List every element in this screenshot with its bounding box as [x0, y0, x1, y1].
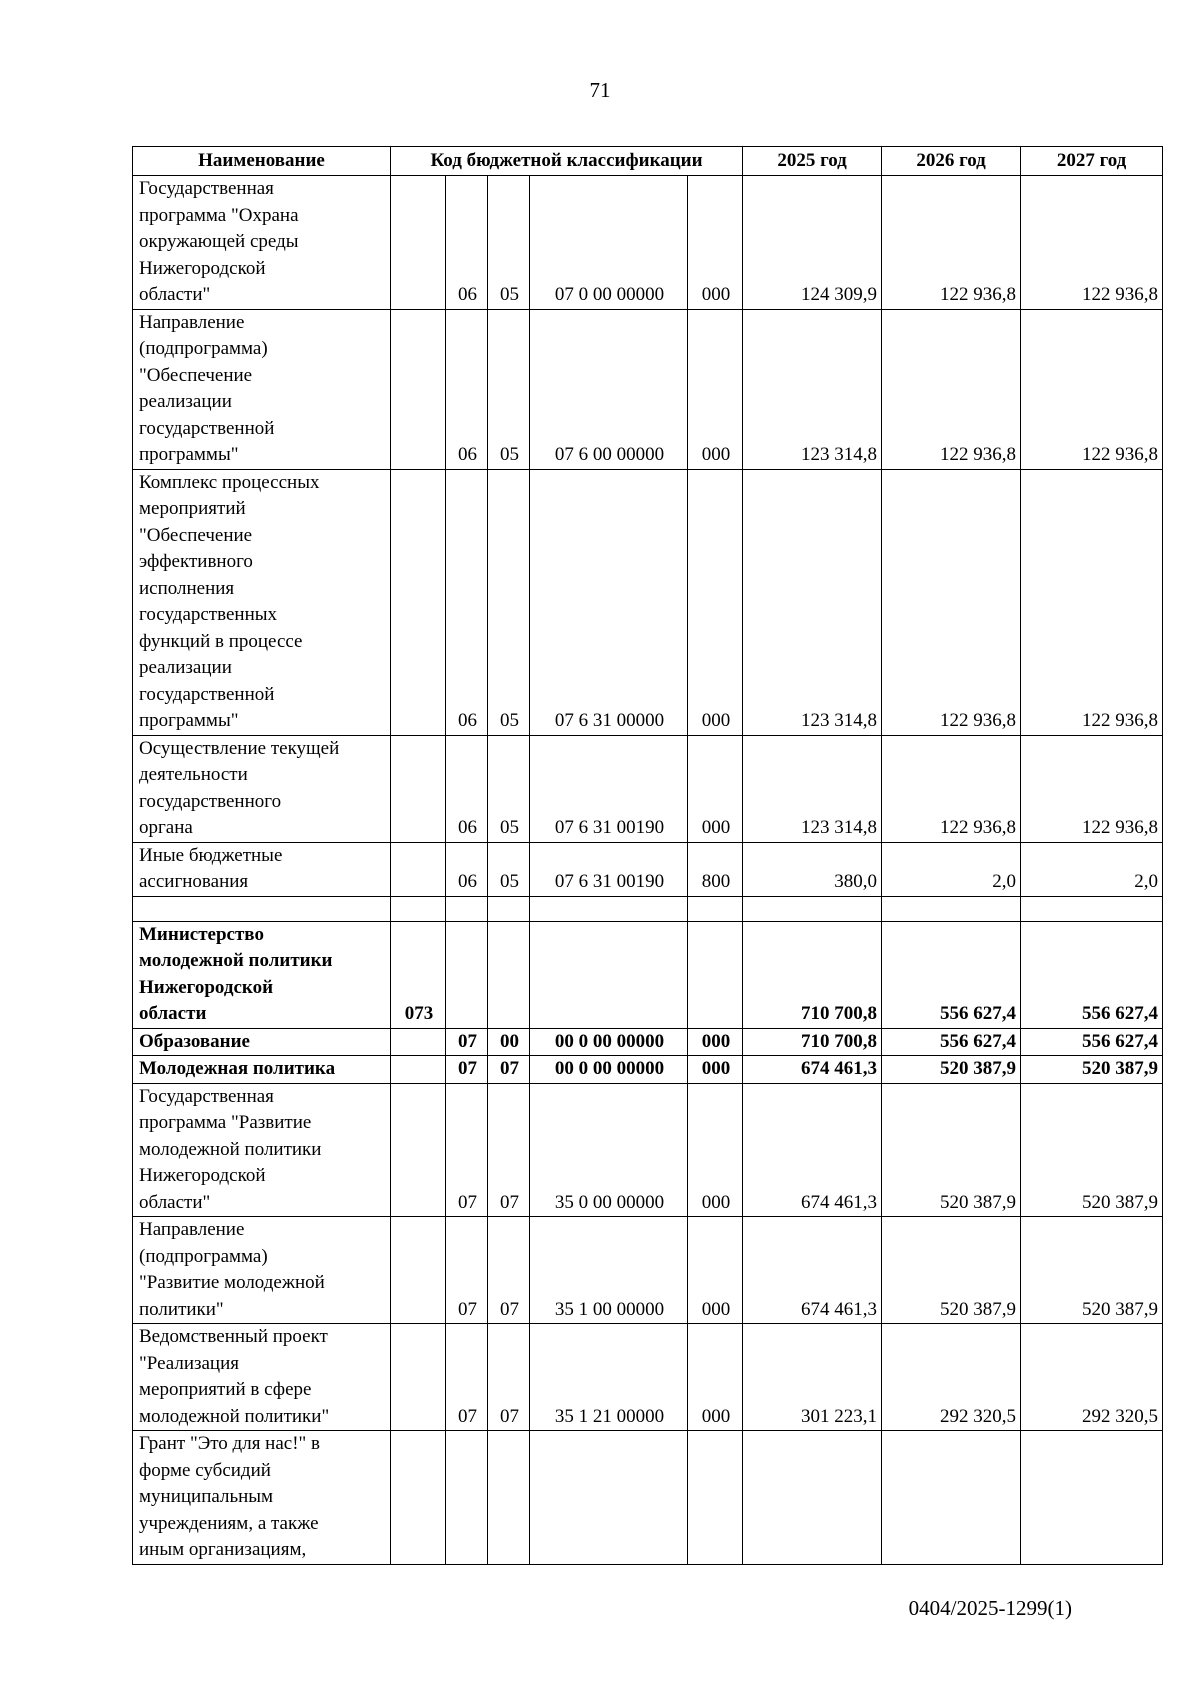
row-name: Иные бюджетные ассигнования [133, 842, 391, 896]
row-vr [688, 1431, 743, 1565]
row-2027: 556 627,4 [1021, 1028, 1163, 1056]
row-2026: 292 320,5 [882, 1324, 1021, 1431]
row-name: Молодежная политика [133, 1056, 391, 1084]
row-2027: 122 936,8 [1021, 469, 1163, 735]
budget-table [132, 146, 1163, 1565]
row-dept [391, 1217, 446, 1324]
row-rz: 07 [446, 1028, 488, 1056]
row-csr: 07 6 31 00190 [530, 842, 688, 896]
row-2026: 2,0 [882, 842, 1021, 896]
row-pr: 05 [488, 309, 530, 469]
row-pr: 05 [488, 842, 530, 896]
row-2027: 556 627,4 [1021, 921, 1163, 1028]
row-2025: 123 314,8 [743, 735, 882, 842]
row-2026: 556 627,4 [882, 921, 1021, 1028]
row-pr: 00 [488, 1028, 530, 1056]
table-row [133, 842, 1163, 896]
row-name: Направление (подпрограмма) "Обеспечение реализации государственной программы" [133, 309, 391, 469]
row-name: Осуществление текущей деятельности государственного органа [133, 735, 391, 842]
row-2025: 710 700,8 [743, 1028, 882, 1056]
row-dept: 073 [391, 921, 446, 1028]
table-row [133, 176, 1163, 310]
row-rz: 06 [446, 309, 488, 469]
row-2025: 124 309,9 [743, 176, 882, 310]
row-2025: 710 700,8 [743, 921, 882, 1028]
row-2025: 301 223,1 [743, 1324, 882, 1431]
row-dept [391, 1028, 446, 1056]
row-pr [488, 1431, 530, 1565]
row-2026: 520 387,9 [882, 1056, 1021, 1084]
row-dept [391, 735, 446, 842]
table-row [133, 1217, 1163, 1324]
row-dept [391, 1431, 446, 1565]
row-rz: 07 [446, 1056, 488, 1084]
row-csr: 35 1 21 00000 [530, 1324, 688, 1431]
row-name: Государственная программа "Охрана окружающей среды Нижегородской области" [133, 176, 391, 310]
row-2026 [882, 1431, 1021, 1565]
row-2027: 122 936,8 [1021, 309, 1163, 469]
table-row-subsection [133, 1056, 1163, 1084]
row-2026: 122 936,8 [882, 469, 1021, 735]
header-2026: 2026 год [882, 147, 1021, 176]
row-name: Министерство молодежной политики Нижегородской области [133, 921, 391, 1028]
row-2027: 292 320,5 [1021, 1324, 1163, 1431]
table-row [133, 1083, 1163, 1217]
row-2025: 674 461,3 [743, 1056, 882, 1084]
empty-row [133, 896, 1163, 921]
row-vr: 000 [688, 735, 743, 842]
row-csr: 35 1 00 00000 [530, 1217, 688, 1324]
row-dept [391, 309, 446, 469]
header-code: Код бюджетной классификации [391, 147, 743, 176]
row-2025 [743, 1431, 882, 1565]
row-csr [530, 1431, 688, 1565]
row-csr: 07 0 00 00000 [530, 176, 688, 310]
row-rz [446, 1431, 488, 1565]
row-vr [688, 921, 743, 1028]
row-dept [391, 1324, 446, 1431]
row-2027: 122 936,8 [1021, 735, 1163, 842]
row-2025: 380,0 [743, 842, 882, 896]
row-2027 [1021, 1431, 1163, 1565]
row-2027: 2,0 [1021, 842, 1163, 896]
row-2026: 122 936,8 [882, 176, 1021, 310]
row-vr: 800 [688, 842, 743, 896]
row-vr: 000 [688, 469, 743, 735]
row-name: Направление (подпрограмма) "Развитие молодежной политики" [133, 1217, 391, 1324]
row-rz [446, 921, 488, 1028]
row-2026: 520 387,9 [882, 1083, 1021, 1217]
row-name: Государственная программа "Развитие молодежной политики Нижегородской области" [133, 1083, 391, 1217]
row-pr: 05 [488, 469, 530, 735]
row-vr: 000 [688, 176, 743, 310]
row-2026: 122 936,8 [882, 309, 1021, 469]
row-rz: 06 [446, 842, 488, 896]
row-csr [530, 921, 688, 1028]
row-2025: 123 314,8 [743, 469, 882, 735]
row-csr: 00 0 00 00000 [530, 1028, 688, 1056]
row-csr: 00 0 00 00000 [530, 1056, 688, 1084]
table-row [133, 469, 1163, 735]
row-2027: 520 387,9 [1021, 1056, 1163, 1084]
row-dept [391, 176, 446, 310]
row-vr: 000 [688, 1083, 743, 1217]
table-row [133, 735, 1163, 842]
row-rz: 07 [446, 1217, 488, 1324]
table-row-ministry [133, 921, 1163, 1028]
row-2026: 520 387,9 [882, 1217, 1021, 1324]
row-pr: 07 [488, 1217, 530, 1324]
row-dept [391, 469, 446, 735]
row-2026: 122 936,8 [882, 735, 1021, 842]
page-number: 71 [589, 78, 611, 102]
row-name: Ведомственный проект "Реализация мероприятий в сфере молодежной политики" [133, 1324, 391, 1431]
table-row [133, 1324, 1163, 1431]
row-rz: 06 [446, 176, 488, 310]
row-pr: 07 [488, 1056, 530, 1084]
row-vr: 000 [688, 1217, 743, 1324]
row-dept [391, 842, 446, 896]
row-pr: 07 [488, 1083, 530, 1217]
row-rz: 06 [446, 469, 488, 735]
row-vr: 000 [688, 1056, 743, 1084]
table-header-row [133, 147, 1163, 176]
row-rz: 06 [446, 735, 488, 842]
row-2025: 674 461,3 [743, 1083, 882, 1217]
row-csr: 07 6 00 00000 [530, 309, 688, 469]
header-2025: 2025 год [743, 147, 882, 176]
header-2027: 2027 год [1021, 147, 1163, 176]
row-2027: 122 936,8 [1021, 176, 1163, 310]
row-2026: 556 627,4 [882, 1028, 1021, 1056]
row-name: Образование [133, 1028, 391, 1056]
row-2027: 520 387,9 [1021, 1083, 1163, 1217]
row-rz: 07 [446, 1083, 488, 1217]
row-pr: 07 [488, 1324, 530, 1431]
row-pr: 05 [488, 735, 530, 842]
row-csr: 07 6 31 00000 [530, 469, 688, 735]
row-name: Комплекс процессных мероприятий "Обеспечение эффективного исполнения государственных функций в процессе реализации государственной программы" [133, 469, 391, 735]
row-vr: 000 [688, 1324, 743, 1431]
table-row [133, 1431, 1163, 1565]
document-code: 0404/2025-1299(1) [908, 1596, 1072, 1620]
table-row-section [133, 1028, 1163, 1056]
row-dept [391, 1083, 446, 1217]
row-pr [488, 921, 530, 1028]
row-2025: 123 314,8 [743, 309, 882, 469]
row-vr: 000 [688, 1028, 743, 1056]
row-dept [391, 1056, 446, 1084]
row-csr: 07 6 31 00190 [530, 735, 688, 842]
table-row [133, 309, 1163, 469]
row-vr: 000 [688, 309, 743, 469]
row-2025: 674 461,3 [743, 1217, 882, 1324]
row-pr: 05 [488, 176, 530, 310]
row-rz: 07 [446, 1324, 488, 1431]
row-csr: 35 0 00 00000 [530, 1083, 688, 1217]
row-name: Грант "Это для нас!" в форме субсидий муниципальным учреждениям, а также иным организациям, [133, 1431, 391, 1565]
header-name: Наименование [133, 147, 391, 176]
row-2027: 520 387,9 [1021, 1217, 1163, 1324]
